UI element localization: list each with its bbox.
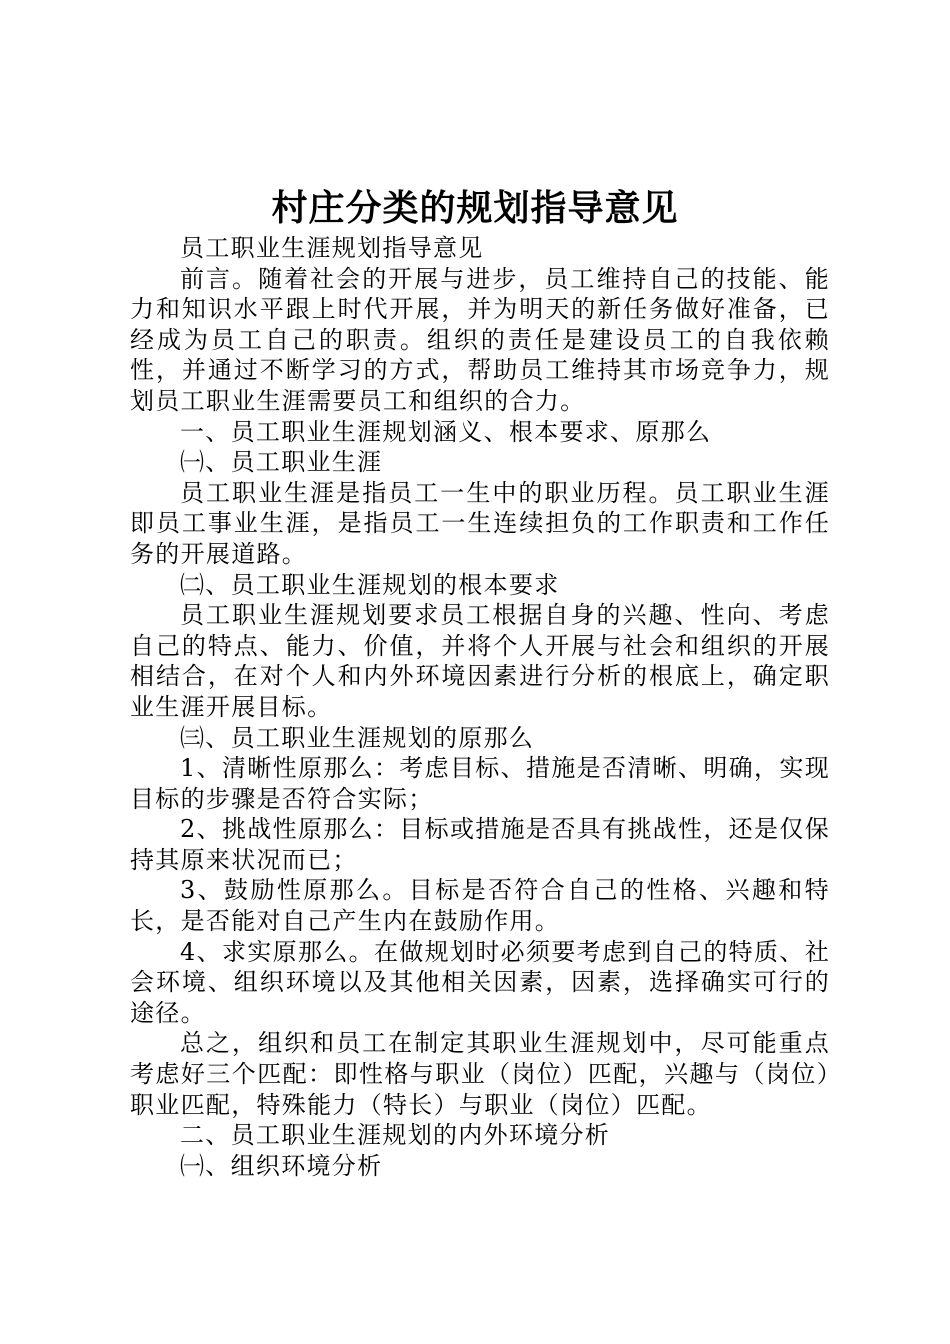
- section-heading: 一、员工职业生涯规划涵义、根本要求、原那么: [180, 417, 712, 446]
- subsection-heading: ㈠、员工职业生涯: [180, 448, 383, 477]
- subtitle-paragraph: 员工职业生涯规划指导意见: [180, 234, 484, 262]
- preface-paragraph: 前言。随着社会的开展与进步，员工维持自己的技能、能力和知识水平跟上时代开展，并为明天的新任务做好准备，已经成为员工自己的职责。组织的责任是建设员工的自我依赖性，并通过不断学习的方式，帮助员工维持其市场竞争力，规划员工职业生涯需要员工和组织的合力。: [130, 264, 830, 415]
- subsection-heading: ㈢、员工职业生涯规划的原那么: [180, 723, 535, 752]
- document-body: [130, 233, 830, 1181]
- summary-paragraph: 总之，组织和员工在制定其职业生涯规划中，尽可能重点考虑好三个匹配：即性格与职业（岗位）匹配，兴趣与（岗位）职业匹配，特殊能力（特长）与职业（岗位）匹配。: [130, 1029, 830, 1119]
- principle-item: 1、清晰性原那么：考虑目标、措施是否清晰、明确，实现目标的步骤是否符合实际；: [130, 754, 830, 813]
- section-heading: 二、员工职业生涯规划的内外环境分析: [180, 1121, 611, 1150]
- subsection-heading: ㈡、员工职业生涯规划的根本要求: [180, 570, 560, 599]
- principle-item: 2、挑战性原那么：目标或措施是否具有挑战性，还是仅保持其原来状况而已；: [130, 815, 830, 874]
- body-paragraph: 员工职业生涯规划要求员工根据自身的兴趣、性向、考虑自己的特点、能力、价值，并将个人开展与社会和组织的开展相结合，在对个人和内外环境因素进行分析的根底上，确定职业生涯开展目标。: [130, 601, 830, 721]
- body-paragraph: 员工职业生涯是指员工一生中的职业历程。员工职业生涯即员工事业生涯，是指员工一生连续担负的工作职责和工作任务的开展道路。: [130, 478, 830, 568]
- subsection-heading: ㈠、组织环境分析: [180, 1151, 383, 1180]
- principle-item: 3、鼓励性原那么。目标是否符合自己的性格、兴趣和特长，是否能对自己产生内在鼓励作用。: [130, 876, 830, 936]
- document-title: 村庄分类的规划指导意见: [271, 188, 679, 229]
- principle-item: 4、求实原那么。在做规划时必须要考虑到自己的特质、社会环境、组织环境以及其他相关因素，因素，选择确实可行的途径。: [130, 937, 830, 1027]
